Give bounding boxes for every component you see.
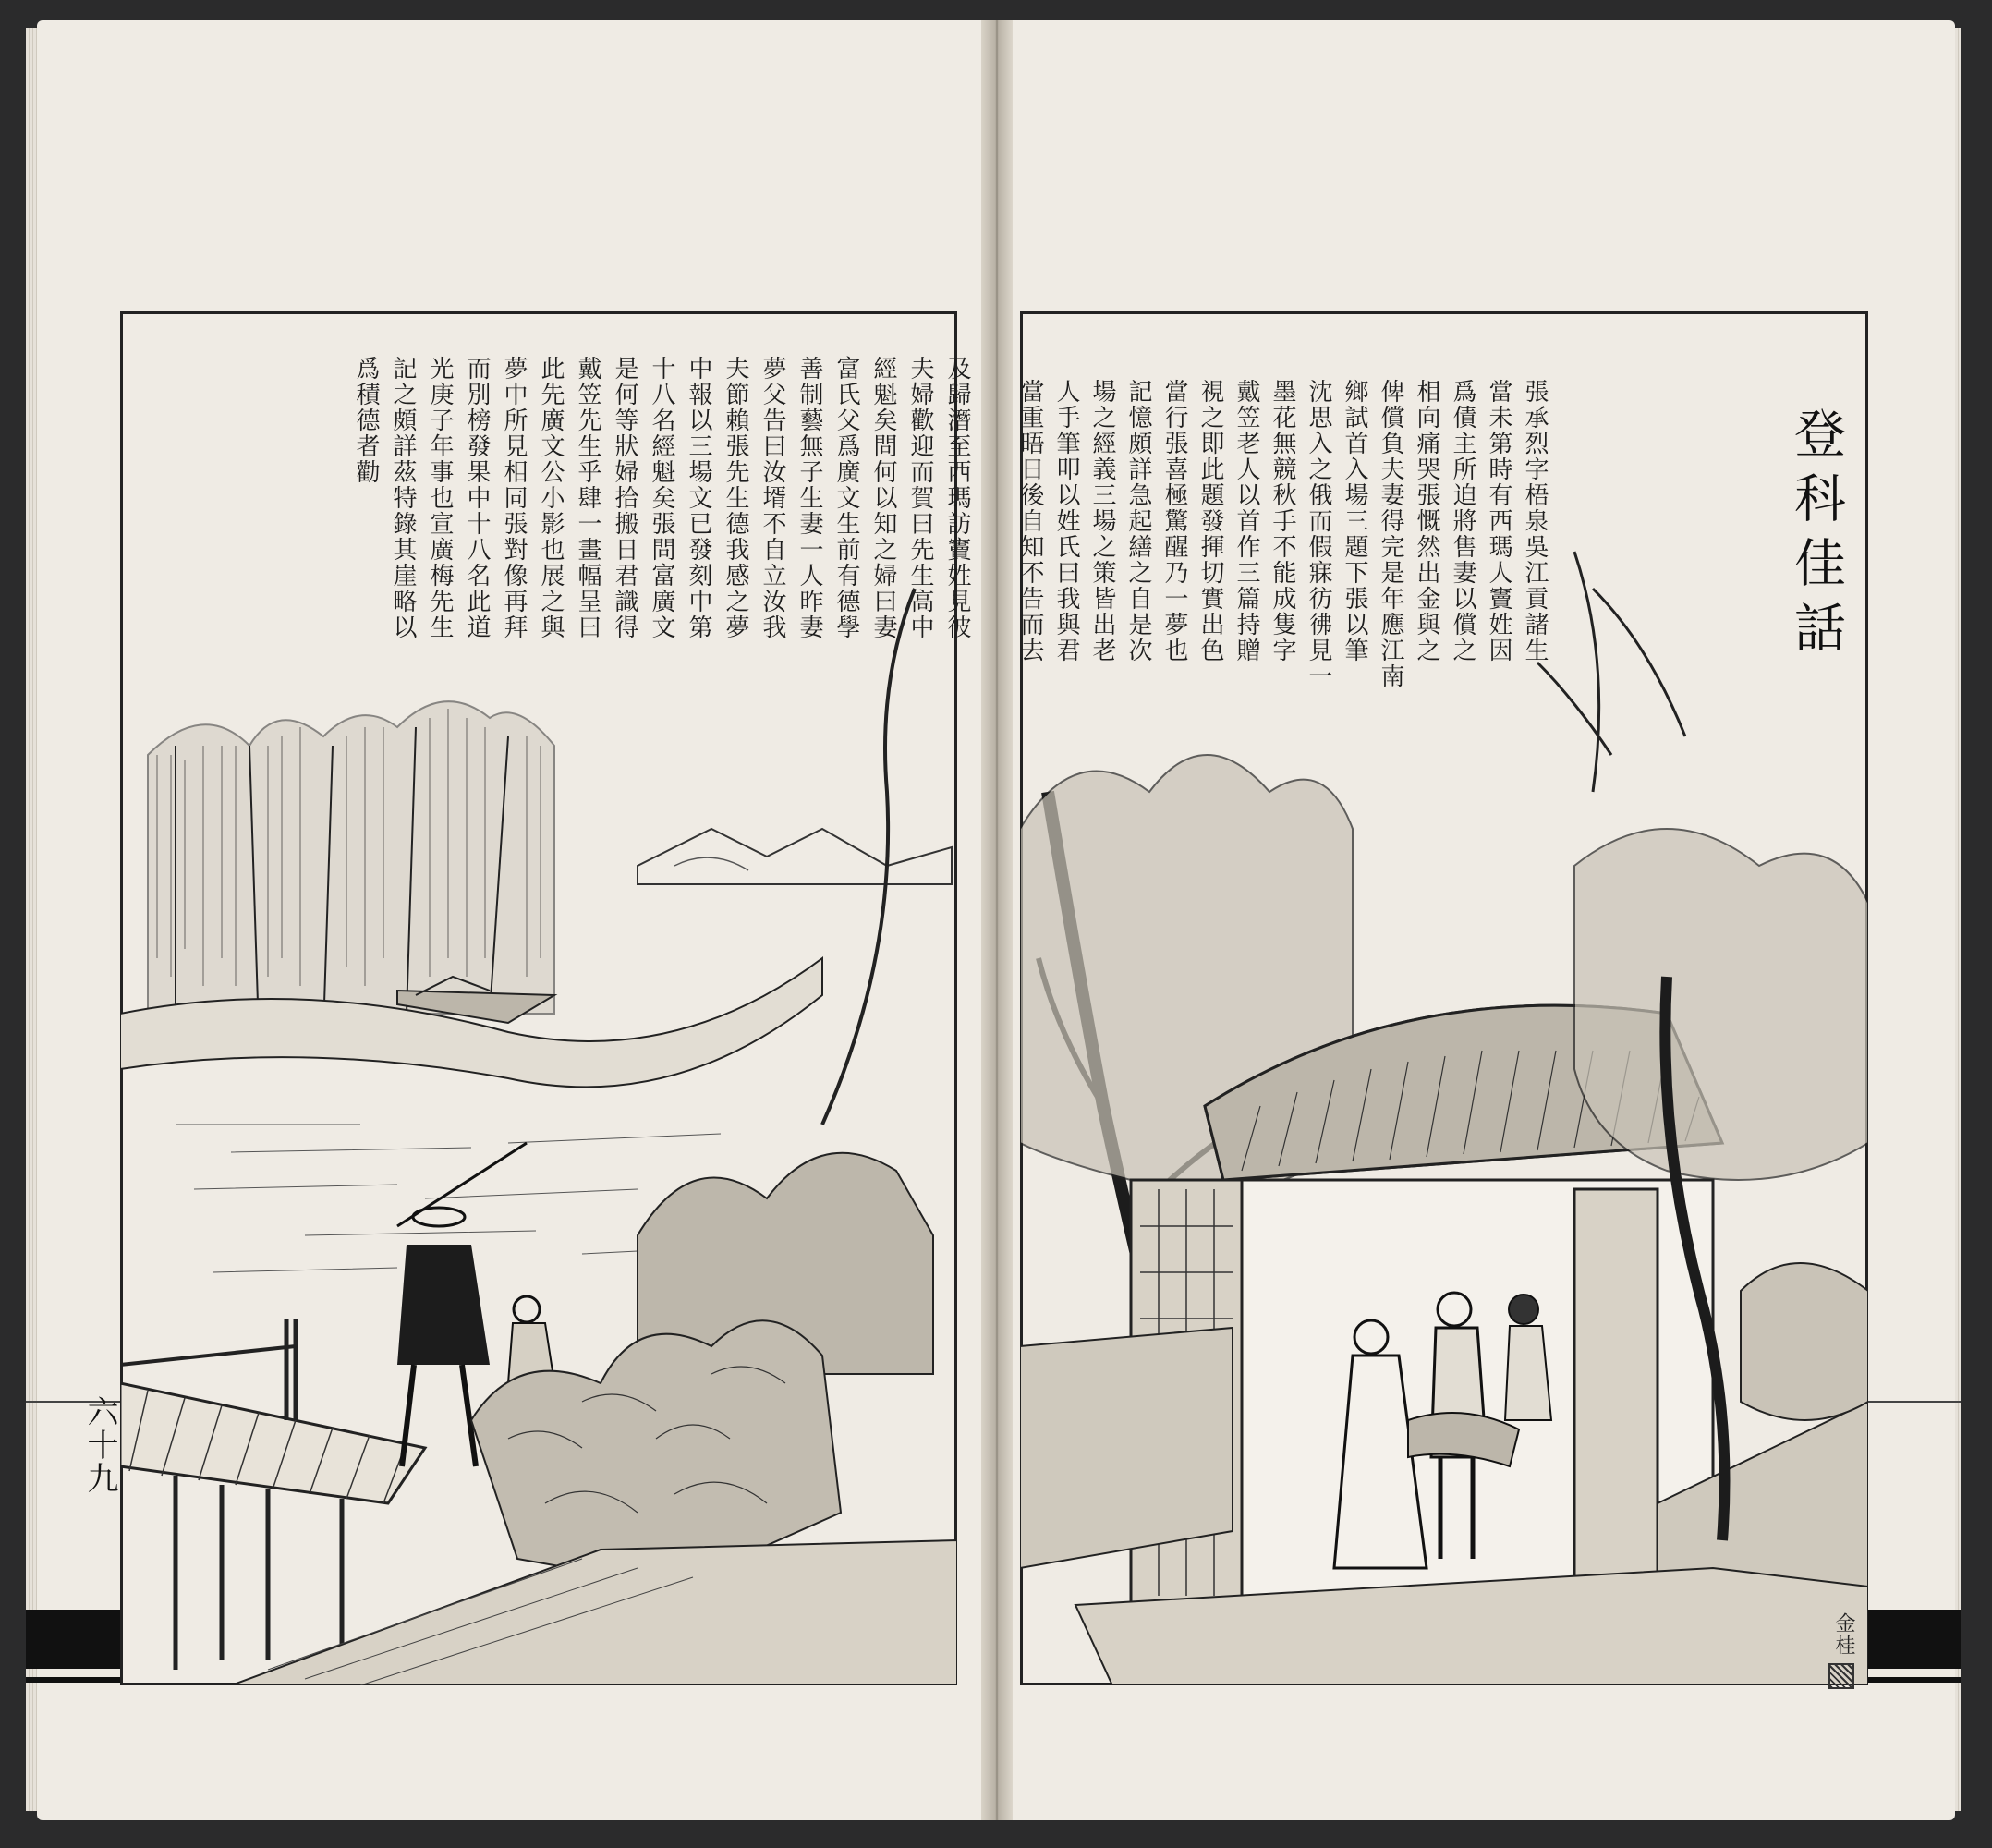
left-text-column: 中報以三場文已發刻中第 (685, 356, 712, 640)
right-text-column: 墨花無競秋手不能成隻字 (1269, 379, 1296, 663)
right-text-column: 爲債主所迫將售妻以償之 (1449, 379, 1476, 663)
artist-seal (1828, 1663, 1854, 1689)
left-text-column: 戴笠先生乎肆一畫幅呈曰 (574, 356, 601, 640)
right-edge-tab (1868, 1610, 1961, 1669)
left-text-column: 夢中所見相同張對像再拜 (500, 356, 528, 640)
right-margin-line (1868, 1401, 1961, 1403)
left-text-column: 此先廣文公小影也展之與 (537, 356, 565, 640)
left-text-column: 夫婦歡迎而賀曰先生高中 (906, 356, 934, 640)
book-gutter (981, 20, 1013, 1820)
left-text-column: 爲積德者勸 (352, 356, 380, 485)
left-text-column: 光庚子年事也宣廣梅先生 (426, 356, 454, 640)
left-text-column: 經魁矣問何以知之婦曰妻 (869, 356, 897, 640)
left-text-column: 夢父告曰汝壻不自立汝我 (759, 356, 786, 640)
right-text-column: 場之經義三場之策皆出老 (1088, 379, 1116, 663)
left-text-column: 善制藝無子生妻一人昨妻 (796, 356, 823, 640)
left-edge-tab (26, 1610, 120, 1669)
right-text-column: 相向痛哭張慨然出金與之 (1413, 379, 1440, 663)
right-text-column: 戴笠老人以首作三篇持贈 (1233, 379, 1260, 663)
right-text-column: 當重晤日後自知不告而去 (1016, 379, 1044, 663)
left-text-column: 富氏父爲廣文生前有德學 (832, 356, 860, 640)
left-text-column: 及歸潛至西瑪訪竇姓見彼 (943, 356, 971, 640)
left-text-column: 是何等狀婦拾搬日君識得 (611, 356, 638, 640)
right-text-column: 記憶頗詳急起繕之自是次 (1124, 379, 1152, 663)
right-text-column: 當未第時有西瑪人竇姓因 (1485, 379, 1512, 663)
left-text-column: 夫節賴張先生德我感之夢 (722, 356, 749, 640)
artist-signature: 金桂 (1832, 1612, 1855, 1657)
right-text-column: 當行張喜極驚醒乃一夢也 (1160, 379, 1188, 663)
right-text-column: 鄉試首入場三題下張以筆 (1341, 379, 1368, 663)
left-edge-rule (26, 1677, 120, 1683)
courtyard-scene-illustration (1020, 311, 1868, 1685)
right-text-column: 張承烈字梧泉吳江貢諸生 (1521, 379, 1549, 663)
river-landscape-illustration (120, 311, 957, 1685)
left-text-column: 而別榜發果中十八名此道 (463, 356, 491, 640)
page-number: 六十九 (81, 1395, 118, 1495)
right-text-column: 人手筆叩以姓氏曰我與君 (1052, 379, 1080, 663)
page-title: 登科佳話 (1786, 407, 1846, 665)
right-text-column: 沈思入之俄而假寐彷彿見一 (1305, 379, 1332, 689)
right-edge-rule (1868, 1677, 1961, 1683)
right-text-column: 俾償負夫妻得完是年應江南 (1377, 379, 1404, 689)
left-text-column: 十八名經魁矣張問富廣文 (648, 356, 675, 640)
left-text-column: 記之頗詳茲特錄其崖略以 (389, 356, 417, 640)
right-text-column: 視之即此題發揮切實出色 (1196, 379, 1224, 663)
